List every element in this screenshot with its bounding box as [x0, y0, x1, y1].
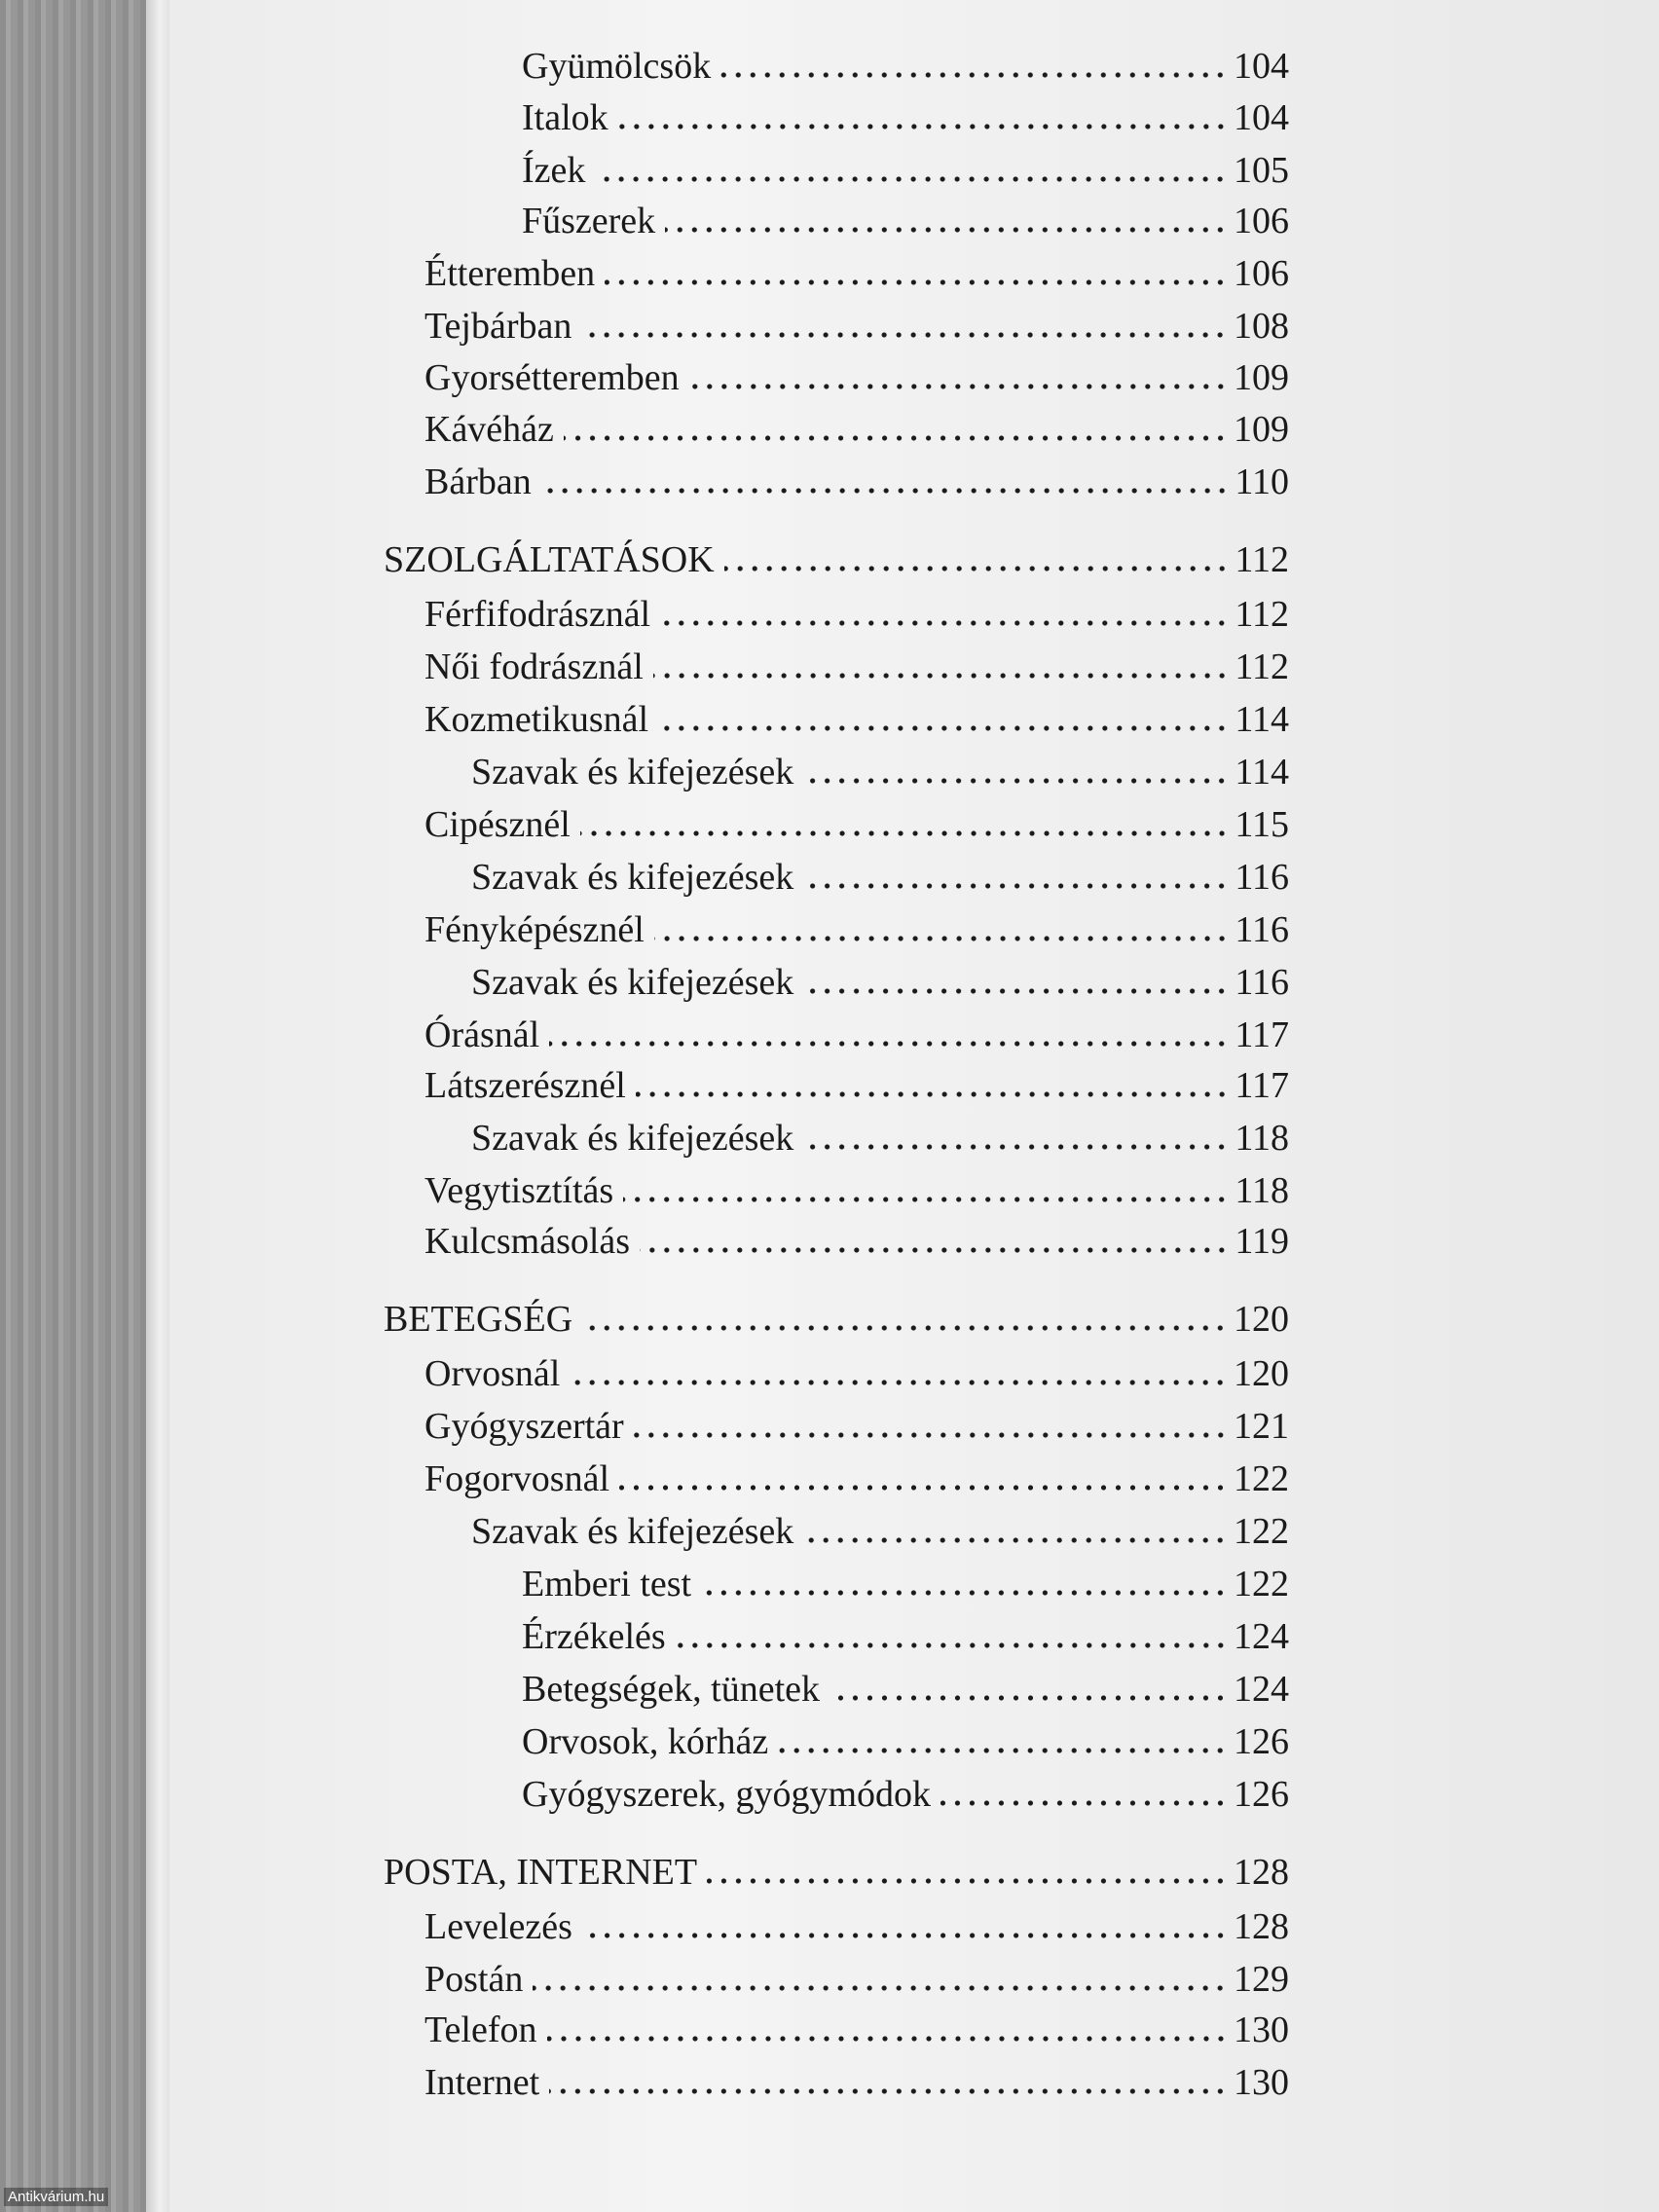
- toc-page-number: 126: [1234, 1774, 1289, 1815]
- toc-leader-dots: [658, 725, 1229, 731]
- toc-page-number: 116: [1235, 909, 1289, 950]
- toc-entry: [424, 687, 1289, 738]
- toc-leader-dots: [803, 883, 1229, 889]
- toc-page-number: 128: [1234, 1906, 1289, 1947]
- toc-entry: [471, 1499, 1289, 1550]
- toc-entry: [522, 1657, 1289, 1708]
- toc-entry-label: Gyógyszertár: [424, 1406, 624, 1447]
- toc-entry: [522, 189, 1289, 240]
- toc-entry: [471, 845, 1289, 896]
- toc-page-number: 120: [1234, 1299, 1289, 1340]
- toc-page-number: 118: [1235, 1118, 1289, 1159]
- toc-entry: [424, 294, 1289, 345]
- page-edge: [146, 0, 169, 2212]
- toc-entry-label: Érzékelés: [522, 1616, 666, 1657]
- toc-leader-dots: [570, 1380, 1228, 1385]
- toc-section: [384, 528, 1289, 578]
- toc-leader-dots: [623, 1197, 1229, 1202]
- toc-entry-label: Betegségek, tünetek: [522, 1669, 821, 1710]
- toc-page-number: 112: [1235, 539, 1289, 580]
- toc-entry-label: POSTA, INTERNET: [384, 1852, 698, 1893]
- toc-leader-dots: [618, 124, 1228, 129]
- toc-leader-dots: [636, 1091, 1230, 1097]
- toc-entry-label: Internet: [424, 2062, 540, 2103]
- toc-entry: [424, 2050, 1289, 2101]
- toc-entry-label: Szavak és kifejezések: [471, 752, 794, 793]
- toc-entry-label: Szavak és kifejezések: [471, 1511, 794, 1552]
- toc-entry: [522, 34, 1289, 85]
- toc-entry-label: Fogorvosnál: [424, 1458, 609, 1499]
- toc-page-number: 109: [1234, 409, 1289, 450]
- toc-entry-label: BETEGSÉG: [384, 1299, 573, 1340]
- toc-page-number: 119: [1235, 1221, 1289, 1262]
- toc-leader-dots: [605, 279, 1228, 285]
- toc-entry: [522, 1552, 1289, 1603]
- toc-entry-label: Telefon: [424, 2009, 537, 2050]
- toc-entry: [424, 346, 1289, 396]
- toc-leader-dots: [660, 620, 1229, 626]
- toc-page-number: 116: [1235, 857, 1289, 898]
- toc-page-number: 106: [1234, 253, 1289, 294]
- toc-entry-label: Gyorsétteremben: [424, 357, 680, 398]
- toc-entry-label: Étteremben: [424, 253, 596, 294]
- toc-leader-dots: [582, 1325, 1228, 1331]
- toc-entry-label: Cipésznél: [424, 804, 571, 845]
- toc-page-number: 110: [1235, 461, 1289, 502]
- toc-page-number: 124: [1234, 1616, 1289, 1657]
- toc-leader-dots: [689, 384, 1228, 389]
- toc-page-number: 114: [1235, 699, 1289, 740]
- toc-page-number: 122: [1234, 1458, 1289, 1499]
- toc-entry: [424, 1895, 1289, 1945]
- toc-page-number: 122: [1234, 1564, 1289, 1604]
- toc-page-number: 105: [1234, 150, 1289, 191]
- toc-entry-label: Orvosnál: [424, 1353, 561, 1394]
- toc-entry: [424, 241, 1289, 292]
- toc-leader-dots: [803, 988, 1229, 994]
- toc-leader-dots: [581, 332, 1228, 338]
- toc-leader-dots: [724, 566, 1230, 571]
- toc-section: [384, 1840, 1289, 1891]
- toc-page-number: 108: [1234, 306, 1289, 347]
- toc-entry-label: Gyógyszerek, gyógymódok: [522, 1774, 932, 1815]
- toc-entry: [424, 397, 1289, 448]
- toc-page-number: 106: [1234, 201, 1289, 241]
- toc-entry-label: Gyümölcsök: [522, 46, 712, 87]
- toc-leader-dots: [803, 1144, 1229, 1150]
- toc-entry: [522, 1762, 1289, 1813]
- toc-page-number: 129: [1234, 1959, 1289, 2000]
- toc-page-number: 118: [1235, 1170, 1289, 1211]
- toc-page-number: 112: [1235, 594, 1289, 635]
- watermark: Antikvárium.hu: [4, 2188, 108, 2206]
- toc-entry: [424, 450, 1289, 500]
- toc-page-number: 104: [1234, 97, 1289, 138]
- toc-entry-label: SZOLGÁLTATÁSOK: [384, 539, 715, 580]
- toc-entry-label: Szavak és kifejezések: [471, 857, 794, 898]
- toc-page-number: 115: [1235, 804, 1289, 845]
- toc-leader-dots: [654, 936, 1230, 941]
- toc-leader-dots: [707, 1878, 1228, 1884]
- toc-entry: [522, 138, 1289, 189]
- toc-leader-dots: [547, 2036, 1228, 2042]
- toc-entry-label: Ízek: [522, 150, 586, 191]
- toc-leader-dots: [533, 1985, 1228, 1991]
- toc-leader-dots: [549, 2088, 1228, 2094]
- toc-leader-dots: [803, 1537, 1228, 1543]
- toc-page-number: 116: [1235, 962, 1289, 1003]
- toc-leader-dots: [634, 1432, 1228, 1438]
- toc-entry: [471, 950, 1289, 1001]
- toc-page: [169, 0, 1659, 2212]
- toc-entry: [424, 1394, 1289, 1445]
- toc-page-number: 117: [1235, 1014, 1289, 1055]
- toc-entry: [522, 86, 1289, 136]
- toc-entry-label: Emberi test: [522, 1564, 692, 1604]
- toc-page-number: 130: [1234, 2062, 1289, 2103]
- toc-entry: [424, 582, 1289, 633]
- toc-leader-dots: [830, 1695, 1228, 1701]
- toc-entry: [424, 1998, 1289, 2048]
- toc-entry: [424, 793, 1289, 843]
- toc-entry: [471, 1106, 1289, 1157]
- toc-leader-dots: [701, 1590, 1228, 1596]
- toc-page-number: 126: [1234, 1721, 1289, 1762]
- toc-entry: [424, 1342, 1289, 1392]
- toc-leader-dots: [582, 1933, 1228, 1938]
- toc-entry: [424, 635, 1289, 685]
- toc-section: [384, 1287, 1289, 1338]
- toc-page-number: 122: [1234, 1511, 1289, 1552]
- toc-entry-label: Szavak és kifejezések: [471, 962, 794, 1003]
- toc-entry: [424, 1159, 1289, 1209]
- toc-leader-dots: [720, 72, 1228, 78]
- toc-entry: [522, 1710, 1289, 1760]
- toc-entry: [424, 1447, 1289, 1497]
- background-strip: [0, 0, 146, 2212]
- toc-entry: [471, 740, 1289, 791]
- toc-page-number: 112: [1235, 646, 1289, 687]
- toc-entry: [424, 898, 1289, 948]
- toc-entry-label: Kávéház: [424, 409, 554, 450]
- toc-page-number: 124: [1234, 1669, 1289, 1710]
- toc-entry-label: Női fodrásznál: [424, 646, 644, 687]
- toc-entry-label: Vegytisztítás: [424, 1170, 614, 1211]
- toc-entry-label: Kozmetikusnál: [424, 699, 649, 740]
- toc-page-number: 120: [1234, 1353, 1289, 1394]
- toc-entry: [522, 1604, 1289, 1655]
- toc-entry: [424, 1209, 1289, 1260]
- toc-leader-dots: [778, 1748, 1228, 1753]
- toc-entry-label: Kulcsmásolás: [424, 1221, 631, 1262]
- toc-leader-dots: [640, 1247, 1229, 1253]
- toc-leader-dots: [803, 778, 1229, 784]
- toc-page-number: 130: [1234, 2009, 1289, 2050]
- toc-entry: [424, 1003, 1289, 1053]
- toc-entry-label: Bárban: [424, 461, 532, 502]
- toc-page-number: 114: [1235, 752, 1289, 793]
- toc-entry-label: Postán: [424, 1959, 524, 2000]
- toc-leader-dots: [653, 673, 1230, 679]
- toc-leader-dots: [665, 227, 1228, 233]
- toc-entry-label: Tejbárban: [424, 306, 572, 347]
- toc-leader-dots: [580, 830, 1230, 836]
- toc-entry-label: Látszerésznél: [424, 1065, 626, 1106]
- toc-entry-label: Órásnál: [424, 1014, 540, 1055]
- toc-entry: [424, 1947, 1289, 1998]
- toc-leader-dots: [940, 1800, 1228, 1806]
- toc-entry-label: Fűszerek: [522, 201, 656, 241]
- toc-leader-dots: [619, 1485, 1228, 1491]
- toc-leader-dots: [541, 488, 1230, 494]
- toc-page-number: 104: [1234, 46, 1289, 87]
- toc-page-number: 117: [1235, 1065, 1289, 1106]
- toc-leader-dots: [595, 176, 1228, 182]
- toc-entry-label: Italok: [522, 97, 608, 138]
- toc-entry-label: Orvosok, kórház: [522, 1721, 769, 1762]
- toc-entry-label: Levelezés: [424, 1906, 572, 1947]
- toc-leader-dots: [676, 1642, 1228, 1648]
- toc-page-number: 109: [1234, 357, 1289, 398]
- toc-entry: [424, 1053, 1289, 1104]
- toc-entry-label: Szavak és kifejezések: [471, 1118, 794, 1159]
- toc-leader-dots: [549, 1041, 1229, 1047]
- toc-leader-dots: [564, 435, 1228, 441]
- toc-entry-label: Fényképésznél: [424, 909, 645, 950]
- toc-entry-label: Férfifodrásznál: [424, 594, 651, 635]
- toc-page-number: 121: [1234, 1406, 1289, 1447]
- toc-page-number: 128: [1234, 1852, 1289, 1893]
